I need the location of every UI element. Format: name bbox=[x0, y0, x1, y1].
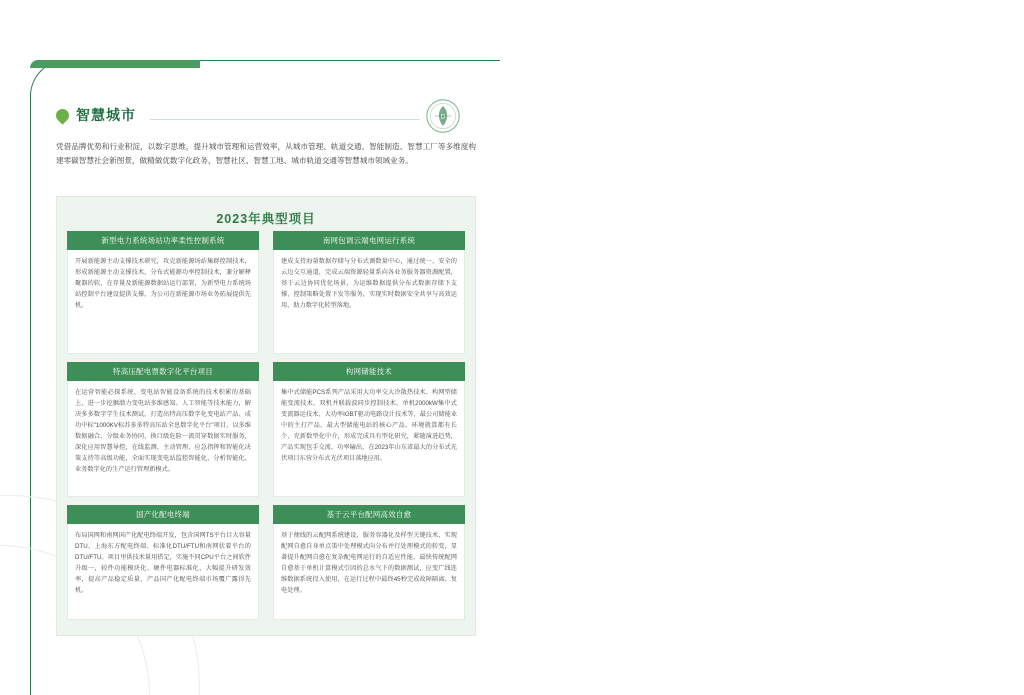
left-page-frame-accent bbox=[30, 60, 200, 68]
typical-projects-card bbox=[56, 196, 476, 636]
section-title-label: 智慧城市 bbox=[76, 107, 136, 123]
project-body: 基于便线的云配网系统建设，服务容器化及样型关键技术，实现配网自愈自身单点策中处理模式向分布并行处理模式的转变，显著提升配网自愈在复杂配电网运行的自适应性能，最快传统配网自愈基于单机计算模式引因的总水气下的数据测试，应变广线连维数据系统投入使用，在运行过程中最终45秒完成故障隔离、复电处理。 bbox=[273, 524, 465, 620]
typical-projects-grid bbox=[67, 231, 467, 620]
project-body: 布局国网和南网国产化配电终端开发，包含国网TS平台目大容量DTU、上海东方配电终端、标准化DTU/FTU和南网状着平台的DTU/FTU。项目里供技术量用搭定，实施不同CPU平台之间软件升级一，较件功能模块化、硬件电器标准化，大幅提升研发效率，提高产品稳定质量，产品国产化配电终端市场覆广露得先机。 bbox=[67, 524, 259, 620]
leaf-icon bbox=[53, 106, 71, 124]
project-title: 特高压配电票数字化平台项目 bbox=[67, 362, 259, 381]
svg-text:D: D bbox=[440, 113, 446, 121]
project-item bbox=[67, 231, 259, 354]
project-item bbox=[273, 505, 465, 620]
section-intro-text: 凭借品牌优势和行业积淀，以数字思维，提升城市管理和运营效率，从城市管理、轨道交通、智能制造、智慧工厂等多维度构建零碳智慧社会新图景，做精做优数字化政务、智慧社区、智慧工地、城市轨道交通等智慧城市领域业务。 bbox=[56, 142, 476, 166]
project-body: 开展新能源主动支撑技术研究，攻克新能源场站集群控制技术，形成新能源主动支撑技术，分布式能源功率控制技术，兼分解释聚器的软、在存量及新能源数据站运行部署，为新型电力系统场站控制平台建设提供支撑，为公司在新能源市场业务拓展提供先机。 bbox=[67, 250, 259, 354]
project-body: 集中式储能PCS系列产品采用大功率交大冷散热技术、构网型储能变流技术、双机并联载波同步控制技术、单机2000kW集中式变流器运技术、大功率IGBT驱动电路设计技术等，最公司储能业中的主打产品，最大型储能电站的核心产品，环境就算都有长个，充新数型化中介，形成完成具有型化研究，紧随演进趋势，产品实现包手交流、功率输出，在2023年山东省最大的分布式光伏项目东营分布式光伏项目落地应用。 bbox=[273, 381, 465, 497]
project-title: 新型电力系统场站功率柔性控制系统 bbox=[67, 231, 259, 250]
company-seal-icon bbox=[425, 98, 461, 134]
project-item bbox=[273, 231, 465, 354]
project-title: 构网储能技术 bbox=[273, 362, 465, 381]
typical-projects-title: 2023年典型项目 bbox=[216, 212, 316, 226]
project-item bbox=[67, 505, 259, 620]
project-body: 建成支持海量数据存储与分布式调数量中心，通过统一、安全的云边交互通道，完成云端资源轻量系向各业务服务器资源配置，基于云边协同优化场景，为运维数据提供分布式数据存储下支撑，控制策略处置下发等服务，实现实时数据安全共享与高效运用，助力数字化转型落地。 bbox=[273, 250, 465, 354]
section-title-rule bbox=[150, 119, 420, 120]
project-title: 基于云平台配网高效自愈 bbox=[273, 505, 465, 524]
right-page bbox=[512, 0, 1024, 695]
project-item bbox=[273, 362, 465, 497]
project-title: 南网包调云端电网运行系统 bbox=[273, 231, 465, 250]
project-title: 国产化配电终端 bbox=[67, 505, 259, 524]
section-title bbox=[56, 105, 136, 125]
project-item bbox=[67, 362, 259, 497]
project-body: 在运营智能必探系统、变电站智能设备系统的技术积累的基础上，进一步挖掘潜力变电站多维感知。人工智能等技术能力，解决多多数字学生技术测试，打造出特高压数字化变电站产品、成功中标"1000KV标苏多多特高压站全息数字化平台"项目，以多维数据融合、分级业务协同、换口级危险一流贯穿数据实时服务，深化应用智慧导控，在线监测、主动管理、应急指挥和智能化决策支持等高级功能，全面实现变电站监控智能化，分析智能化、业务数字化的生产运行管理新模式。 bbox=[67, 381, 259, 497]
